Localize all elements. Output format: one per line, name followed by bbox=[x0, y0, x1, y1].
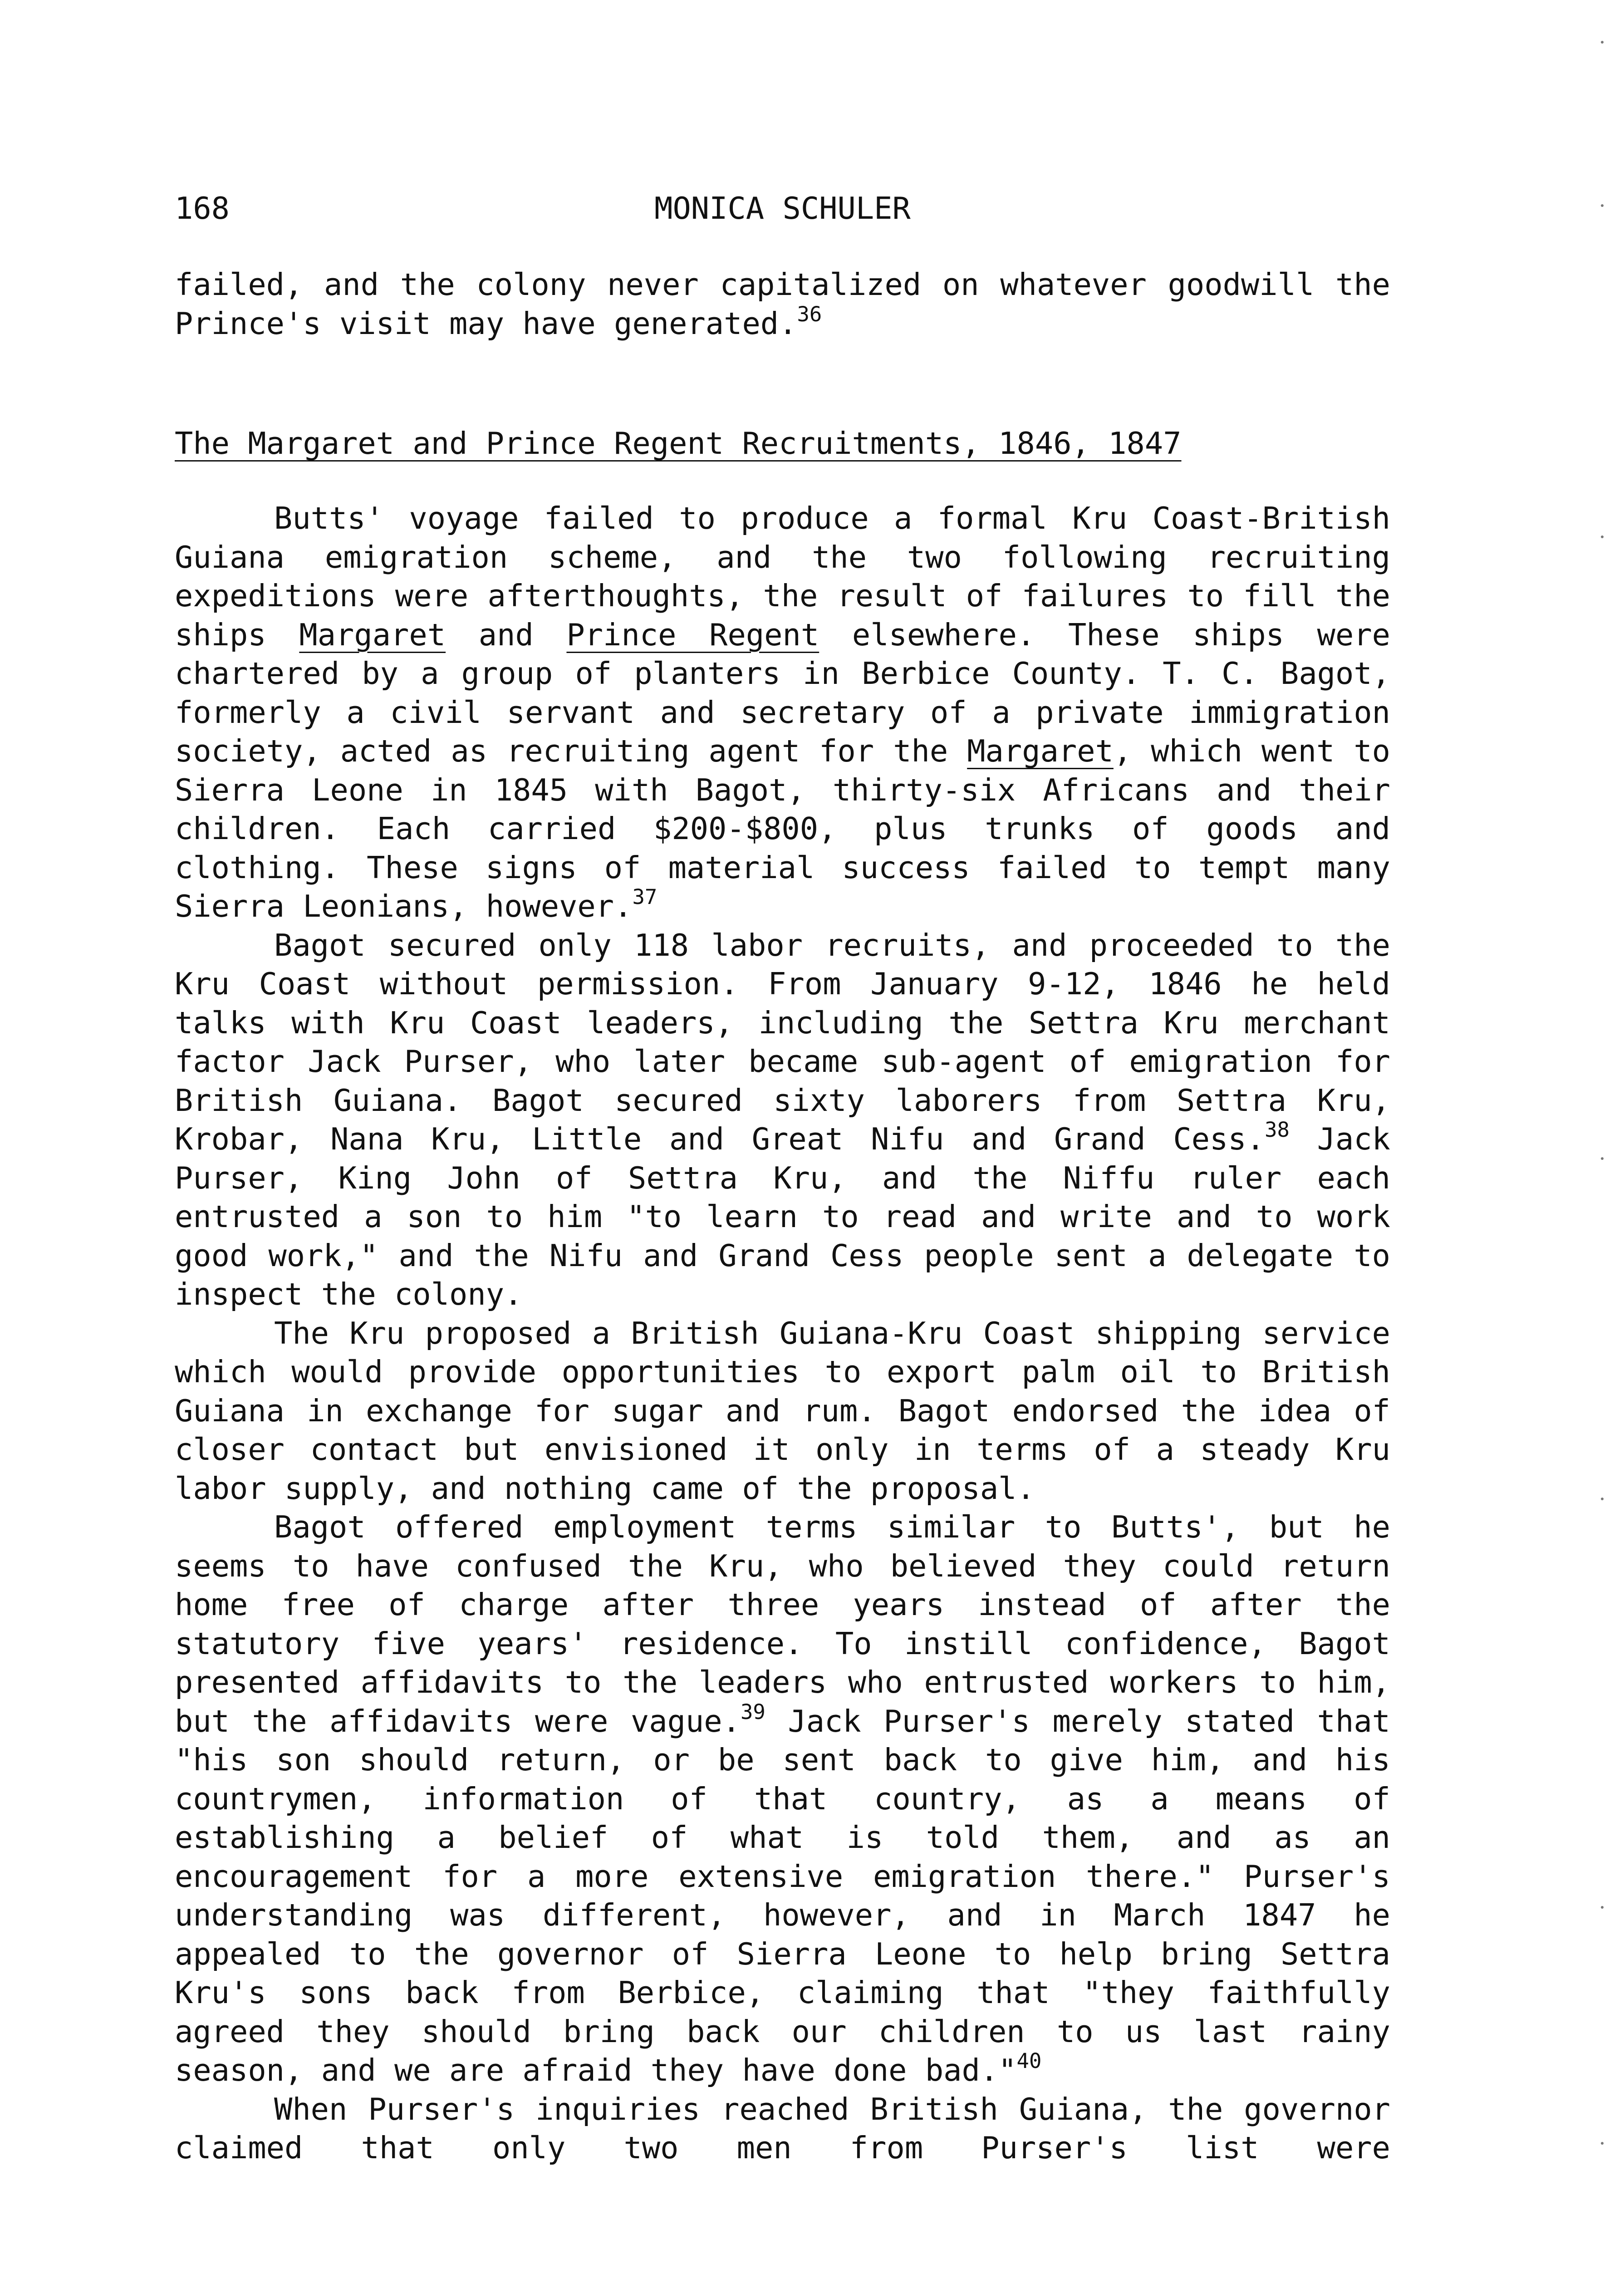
footnote-ref-38: 38 bbox=[1265, 1117, 1290, 1142]
footnote-ref-40: 40 bbox=[1016, 2048, 1042, 2073]
scan-speck bbox=[1601, 204, 1604, 207]
scan-speck bbox=[1601, 1157, 1604, 1160]
footnote-ref-39: 39 bbox=[740, 1699, 765, 1724]
section-heading: The Margaret and Prince Regent Recruitments, 1846, 1847 bbox=[175, 426, 1182, 461]
p4-text-a: Bagot offered employment terms similar to Butts', but he seems to have confused the Kru, who believed they could return home free of charge after three years instead of after the statutory five years' residence. To instill confidence, Bagot presented affidavits to the leaders who entrusted workers to him, but the affidavits were vague. bbox=[175, 1509, 1390, 1739]
paragraph-4 bbox=[175, 1508, 1390, 2090]
p4-text-b: Jack Purser's merely stated that "his son should return, or be sent back to give him, and his countrymen, information of that country, as a means of establishing a belief of what is told them, and as an encouragement for a more extensive emigration there." Purser's understanding was different, however, and in March 1847 he appealed to the governor of Sierra Leone to help bring Settra Kru's sons back from Berbice, claiming that "they faithfully agreed they should bring back our children to us last rainy season, and we are afraid they have done bad." bbox=[175, 1703, 1391, 2088]
footnote-ref-37: 37 bbox=[632, 884, 657, 909]
footnote-ref-36: 36 bbox=[797, 302, 822, 326]
scan-speck bbox=[1601, 1906, 1604, 1909]
scan-speck bbox=[1601, 2142, 1604, 2145]
opening-text: failed, and the colony never capitalized on whatever goodwill the Prince's visit may have generated. bbox=[175, 267, 1390, 341]
ship-name-prince-regent: Prince Regent bbox=[566, 617, 819, 653]
p2-text-b: Jack Purser, King John of Settra Kru, and the Niffu ruler each entrusted a son to him "to learn to read and write and to work good work," and the Nifu and Grand Cess people sent a delegate to inspect the colony. bbox=[175, 1121, 1390, 1312]
scan-speck bbox=[1601, 535, 1604, 538]
opening-paragraph bbox=[175, 265, 1390, 343]
p1-text-b: and bbox=[478, 617, 534, 653]
p1-text-a: Butts' voyage failed to produce a formal Kru Coast-British Guiana emigration scheme, and the two following recruiting expeditions were afterthoughts, the result of failures to fill the ships bbox=[175, 501, 1390, 653]
p1-text-c: elsewhere. These ships were chartered by a group of planters in Berbice County. T. C. Bagot, formerly a civil servant and secretary of a private immigration society, acted as recruiting agent for the bbox=[175, 617, 1391, 769]
p2-text-a: Bagot secured only 118 labor recruits, and proceeded to the Kru Coast without permission. From January 9-12, 1846 he held talks with Kru Coast leaders, including the Settra Kru merchant factor Jack Purser, who later became sub-agent of emigration for British Guiana. Bagot secured sixty laborers from Settra Kru, Krobar, Nana Kru, Little and Great Nifu and Grand Cess. bbox=[175, 927, 1390, 1157]
paragraph-3: The Kru proposed a British Guiana-Kru Coast shipping service which would provide opportunities to export palm oil to British Guiana in exchange for sugar and rum. Bagot endorsed the idea of closer contact but envisioned it only in terms of a steady Kru labor supply, and nothing came of the proposal. bbox=[175, 1315, 1390, 1506]
paragraph-2 bbox=[175, 926, 1390, 1314]
ship-name-margaret: Margaret bbox=[299, 617, 446, 653]
scan-speck bbox=[1601, 1498, 1604, 1500]
running-head: MONICA SCHULER bbox=[654, 191, 911, 226]
paragraph-5: When Purser's inquiries reached British Guiana, the governor claimed that only two men from Purser's list were bbox=[175, 2091, 1390, 2166]
page-header bbox=[175, 191, 1390, 231]
ship-name-margaret-2: Margaret bbox=[967, 733, 1114, 769]
page-number: 168 bbox=[175, 191, 230, 226]
body-text bbox=[175, 499, 1390, 2168]
scan-speck bbox=[1601, 41, 1604, 44]
p1-text-d: , which went to Sierra Leone in 1845 with Bagot, thirty-six Africans and their children. Each carried $200-$800, plus trunks of goods and clothing. These signs of material success failed to tempt many Sierra Leonians, however. bbox=[175, 733, 1390, 924]
paragraph-1 bbox=[175, 499, 1390, 926]
